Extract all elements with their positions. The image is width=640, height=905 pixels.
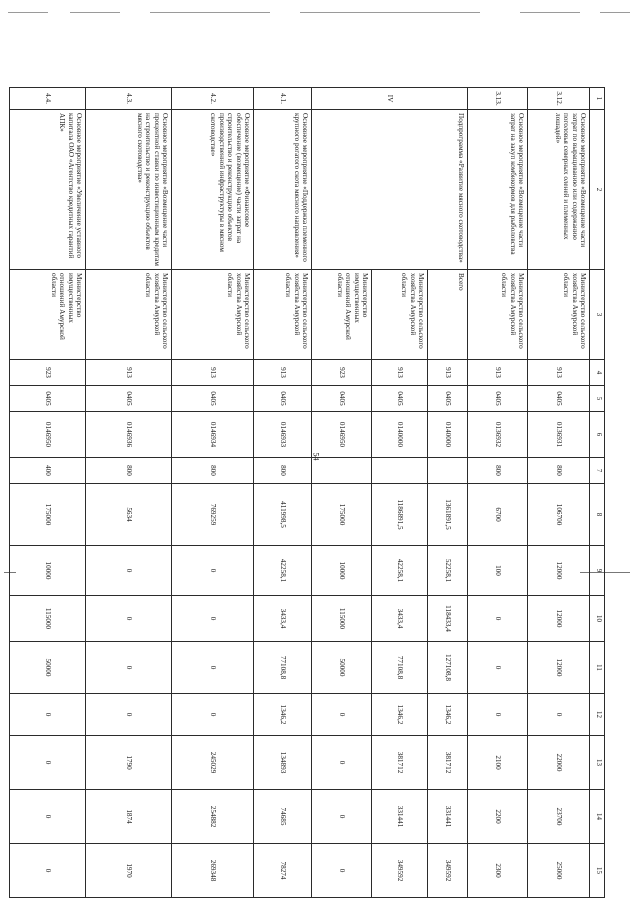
- amount-year-4: 0: [10, 694, 86, 736]
- column-header: 2: [590, 110, 605, 270]
- expense-type-code: [312, 458, 372, 484]
- grbs-code: 913: [372, 360, 428, 386]
- amount-year-2: 118433,4: [428, 596, 468, 642]
- amount-year-1: 0: [86, 546, 172, 596]
- activity-name: Основное мероприятие «Возмещение части затрат на закуп комбикормов для рыболовства: [468, 110, 528, 270]
- column-header: 10: [590, 596, 605, 642]
- amount-year-6: 74685: [254, 790, 312, 844]
- responsible-org: Министерство имущественных отношений Амурской области: [312, 270, 372, 360]
- responsible-org: Министерство имущественных отношений Амурской области: [10, 270, 86, 360]
- amount-year-3: 0: [468, 642, 528, 694]
- target-article-code: 0146934: [172, 412, 254, 458]
- activity-name: Основное мероприятие «Финансовое обеспечение (возмещение) части затрат на строительство и реконструкцию объектов производственной инфраструктуры в мясном скотоводстве»: [172, 110, 254, 270]
- section-code: 0405: [172, 386, 254, 412]
- amount-total: 1186891,5: [372, 484, 428, 546]
- expense-type-code: 800: [172, 458, 254, 484]
- amount-year-2: 0: [172, 596, 254, 642]
- amount-year-5: 0: [312, 736, 372, 790]
- column-header: 14: [590, 790, 605, 844]
- amount-total: 411998,5: [254, 484, 312, 546]
- responsible-org: Министерство сельского хозяйства Амурской области: [528, 270, 590, 360]
- amount-year-4: 0: [172, 694, 254, 736]
- amount-year-4: 1346,2: [372, 694, 428, 736]
- amount-year-2: 12000: [528, 596, 590, 642]
- section-code: 0405: [312, 386, 372, 412]
- amount-total: 175000: [10, 484, 86, 546]
- section-code: 0405: [86, 386, 172, 412]
- amount-year-3: 12000: [528, 642, 590, 694]
- amount-year-3: 127108,8: [428, 642, 468, 694]
- amount-year-3: 77108,8: [372, 642, 428, 694]
- column-header: 8: [590, 484, 605, 546]
- amount-year-4: 0: [312, 694, 372, 736]
- amount-year-3: 0: [172, 642, 254, 694]
- responsible-org: Министерство сельского хозяйства Амурской области: [372, 270, 428, 360]
- section-code: 0405: [372, 386, 428, 412]
- target-article-code: 0146950: [312, 412, 372, 458]
- amount-year-4: 0: [468, 694, 528, 736]
- row-number: 3.12.: [528, 88, 590, 110]
- amount-year-4: 0: [86, 694, 172, 736]
- responsible-org: Министерство сельского хозяйства Амурской области: [468, 270, 528, 360]
- grbs-code: 923: [10, 360, 86, 386]
- column-header: 13: [590, 736, 605, 790]
- grbs-code: 913: [528, 360, 590, 386]
- amount-year-7: 1970: [86, 844, 172, 898]
- column-header: 5: [590, 386, 605, 412]
- target-article-code: 0140000: [428, 412, 468, 458]
- column-header: 11: [590, 642, 605, 694]
- expense-type-code: 800: [528, 458, 590, 484]
- amount-year-4: 0: [528, 694, 590, 736]
- target-article-code: 0140000: [372, 412, 428, 458]
- scan-edge-marks: [0, 0, 640, 16]
- amount-year-4: 1346,2: [254, 694, 312, 736]
- table-row: [86, 88, 172, 898]
- amount-year-2: 3433,4: [372, 596, 428, 642]
- target-article-code: 0146933: [254, 412, 312, 458]
- responsible-org: Министерство сельского хозяйства Амурской области: [172, 270, 254, 360]
- amount-year-4: 1346,2: [428, 694, 468, 736]
- amount-year-5: 2100: [468, 736, 528, 790]
- grbs-code: 913: [254, 360, 312, 386]
- grbs-code: 913: [428, 360, 468, 386]
- column-number-row: [590, 88, 605, 898]
- expense-type-code: 800: [86, 458, 172, 484]
- table-row: [254, 88, 312, 898]
- grbs-code: 913: [172, 360, 254, 386]
- page-number: 54: [311, 452, 321, 461]
- amount-year-7: 349592: [428, 844, 468, 898]
- table-row: [468, 88, 528, 898]
- amount-year-2: 115000: [312, 596, 372, 642]
- expense-type-code: 400: [10, 458, 86, 484]
- section-code: 0405: [468, 386, 528, 412]
- row-number: IV: [312, 88, 468, 110]
- row-number: 4.3.: [86, 88, 172, 110]
- amount-year-5: 134893: [254, 736, 312, 790]
- amount-year-6: 331441: [428, 790, 468, 844]
- amount-year-7: 0: [312, 844, 372, 898]
- grbs-code: 913: [468, 360, 528, 386]
- table-row: [172, 88, 254, 898]
- amount-year-1: 100: [468, 546, 528, 596]
- amount-year-3: 50000: [10, 642, 86, 694]
- column-header: 15: [590, 844, 605, 898]
- amount-year-7: 0: [10, 844, 86, 898]
- grbs-code: 923: [312, 360, 372, 386]
- amount-year-1: 10000: [10, 546, 86, 596]
- amount-total: 106700: [528, 484, 590, 546]
- amount-year-5: 381712: [428, 736, 468, 790]
- activity-name: Основное мероприятие «Поддержка племенного крупного рогатого скота мясного направления»: [254, 110, 312, 270]
- target-article-code: 0146936: [86, 412, 172, 458]
- amount-year-1: 12000: [528, 546, 590, 596]
- amount-year-7: 78274: [254, 844, 312, 898]
- amount-total: 1361891,5: [428, 484, 468, 546]
- rotated-table-container: [13, 87, 605, 897]
- responsible-org: Всего: [428, 270, 468, 360]
- column-header: 6: [590, 412, 605, 458]
- amount-year-7: 269348: [172, 844, 254, 898]
- section-code: 0405: [254, 386, 312, 412]
- amount-total: 5634: [86, 484, 172, 546]
- section-code: 0405: [528, 386, 590, 412]
- row-number: 4.1.: [254, 88, 312, 110]
- table-row: [428, 88, 468, 898]
- amount-year-6: 2200: [468, 790, 528, 844]
- amount-total: 175000: [312, 484, 372, 546]
- expense-type-code: [428, 458, 468, 484]
- amount-year-1: 10000: [312, 546, 372, 596]
- target-article-code: 0136931: [528, 412, 590, 458]
- activity-name: Основное мероприятие «Возмещение части процентной ставки по инвестиционным кредитам на строительство и реконструкцию объектов мясного скотоводства»: [86, 110, 172, 270]
- amount-year-3: 50000: [312, 642, 372, 694]
- row-number: 4.4.: [10, 88, 86, 110]
- column-header: 9: [590, 546, 605, 596]
- amount-year-6: 331441: [372, 790, 428, 844]
- section-code: 0405: [428, 386, 468, 412]
- amount-year-1: 42258,1: [372, 546, 428, 596]
- row-number: 4.2.: [172, 88, 254, 110]
- amount-total: 769259: [172, 484, 254, 546]
- amount-year-1: 52258,1: [428, 546, 468, 596]
- amount-year-2: 0: [468, 596, 528, 642]
- amount-year-1: 42258,1: [254, 546, 312, 596]
- grbs-code: 913: [86, 360, 172, 386]
- amount-year-2: 0: [86, 596, 172, 642]
- amount-year-6: 0: [10, 790, 86, 844]
- amount-year-6: 1874: [86, 790, 172, 844]
- activity-name: Основное мероприятие «Увеличение уставного капитала ОАО «Агентство кредитных гарантий АПК»: [10, 110, 86, 270]
- responsible-org: Министерство сельского хозяйства Амурской области: [86, 270, 172, 360]
- program-funding-table: [9, 87, 605, 898]
- amount-year-2: 115000: [10, 596, 86, 642]
- amount-year-5: 22000: [528, 736, 590, 790]
- target-article-code: 0146950: [10, 412, 86, 458]
- column-header: 7: [590, 458, 605, 484]
- responsible-org: Министерство сельского хозяйства Амурской области: [254, 270, 312, 360]
- column-header: 4: [590, 360, 605, 386]
- activity-name: Основное мероприятие «Возмещение части затрат по выращиванию или содержанию поголовья северных оленей и племенных лошадей»: [528, 110, 590, 270]
- amount-year-7: 349592: [372, 844, 428, 898]
- row-number: 3.13.: [468, 88, 528, 110]
- section-code: 0405: [10, 386, 86, 412]
- expense-type-code: 800: [254, 458, 312, 484]
- column-header: 12: [590, 694, 605, 736]
- amount-year-6: 254882: [172, 790, 254, 844]
- table-row: [528, 88, 590, 898]
- amount-year-7: 25000: [528, 844, 590, 898]
- expense-type-code: 800: [468, 458, 528, 484]
- activity-name: Подпрограмма «Развитие мясного скотоводства»: [312, 110, 468, 270]
- amount-year-2: 3433,4: [254, 596, 312, 642]
- amount-total: 6700: [468, 484, 528, 546]
- amount-year-6: 23700: [528, 790, 590, 844]
- column-header: 3: [590, 270, 605, 360]
- amount-year-1: 0: [172, 546, 254, 596]
- amount-year-3: 0: [86, 642, 172, 694]
- expense-type-code: [372, 458, 428, 484]
- amount-year-7: 2300: [468, 844, 528, 898]
- amount-year-6: 0: [312, 790, 372, 844]
- table-row: [10, 88, 86, 898]
- amount-year-5: 245029: [172, 736, 254, 790]
- amount-year-3: 77108,8: [254, 642, 312, 694]
- column-header: 1: [590, 88, 605, 110]
- target-article-code: 0136932: [468, 412, 528, 458]
- amount-year-5: 381712: [372, 736, 428, 790]
- amount-year-5: 1790: [86, 736, 172, 790]
- amount-year-5: 0: [10, 736, 86, 790]
